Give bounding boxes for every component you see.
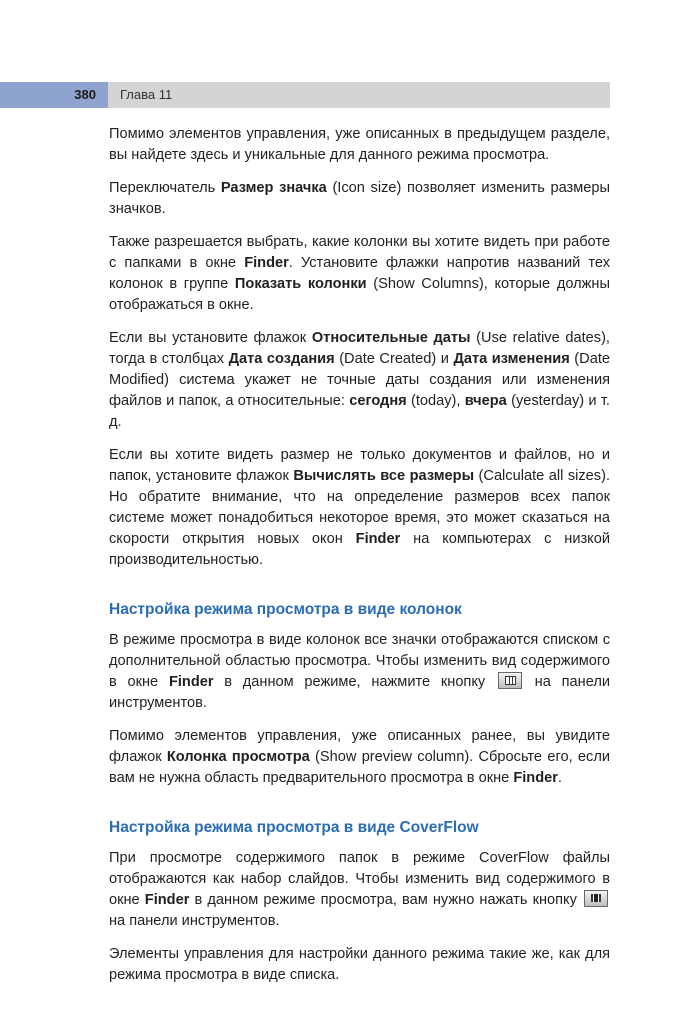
paragraph (109, 630, 610, 714)
bold-term: Finder (355, 531, 401, 547)
paragraph (109, 124, 610, 166)
text-run: (Icon size) позволяет изменить размеры значков. (109, 180, 610, 217)
bold-term: Finder (244, 255, 289, 271)
bold-term: Finder (144, 892, 190, 908)
bold-term: Вычислять все размеры (293, 468, 475, 484)
text-run: (Date Modified) система укажет не точные даты создания или изменения файлов и папок, а относительные: (109, 351, 610, 409)
text-run: Помимо элементов управления, уже описанных ранее, вы увидите флажок (109, 728, 610, 765)
text-run: на панели инструментов. (109, 913, 280, 929)
bold-term: Finder (513, 770, 558, 786)
text-run: (Use relative dates), тогда в столбцах (109, 330, 610, 367)
text-run: Помимо элементов управления, уже описанных в предыдущем разделе, вы найдете здесь и уникальные для данного режима просмотра. (109, 126, 610, 163)
page-number-tab (0, 82, 108, 108)
text-run: . Установите флажки напротив названий тех колонок в группе (109, 255, 611, 292)
bold-term: Finder (168, 674, 214, 690)
text-run: Переключатель (109, 180, 221, 196)
bold-term: Колонка просмотра (166, 749, 310, 765)
body-text (109, 124, 610, 998)
bold-term: Показать колонки (234, 276, 367, 292)
text-run: (Date Created) и (334, 351, 454, 367)
paragraph (109, 232, 610, 316)
section-heading (109, 599, 610, 620)
paragraph (109, 328, 610, 433)
text-run: Также разрешается выбрать, какие колонки вы хотите видеть при работе с папками в окне (109, 234, 610, 271)
chapter-title: Глава 11 (120, 87, 173, 102)
columns-view-button-icon (498, 672, 522, 689)
running-header (108, 82, 610, 108)
paragraph (109, 178, 610, 220)
bold-term: вчера (464, 393, 507, 409)
page-number: 380 (74, 87, 96, 102)
bold-term: Размер значка (220, 180, 327, 196)
text-run: Настройка режима просмотра в виде колонок (109, 601, 462, 618)
bold-term: Относительные даты (311, 330, 471, 346)
text-run: (Calculate all sizes). Но обратите внимание, что на определение размеров всех папок системе может понадобиться некоторое время, это может сказаться на скорости открытия новых окон (109, 468, 610, 547)
text-run: Настройка режима просмотра в виде CoverFlow (109, 819, 479, 836)
text-run: на панели инструментов. (109, 674, 610, 711)
text-run: Если вы хотите видеть размер не только документов и файлов, но и папок, установите флажок (109, 447, 610, 484)
text-run: Если вы установите флажок (109, 330, 312, 346)
text-run: в данном режиме, нажмите кнопку (213, 674, 496, 690)
paragraph (109, 944, 610, 986)
text-run: (Show Columns), которые должны отображаться в окне. (109, 276, 610, 313)
text-run: Элементы управления для настройки данного режима такие же, как для режима просмотра в виде списка. (109, 946, 610, 983)
paragraph (109, 848, 610, 932)
bold-term: Дата изменения (453, 351, 570, 367)
text-run: При просмотре содержимого папок в режиме CoverFlow файлы отображаются как набор слайдов. Чтобы изменить вид содержимого в окне (109, 850, 610, 908)
text-run: (yesterday) и т. д. (109, 393, 610, 430)
section-heading (109, 817, 610, 838)
text-run: В режиме просмотра в виде колонок все значки отображаются списком с дополнительной областью просмотра. Чтобы изменить вид содержимого в окне (109, 632, 610, 690)
paragraph (109, 445, 610, 571)
bold-term: сегодня (349, 393, 407, 409)
text-run: (today), (406, 393, 465, 409)
text-run: на компьютерах с низкой производительностью. (109, 531, 610, 568)
coverflow-view-button-icon (584, 890, 608, 907)
bold-term: Дата создания (228, 351, 335, 367)
text-run: (Show preview column). Сбросьте его, если вам не нужна область предварительного просмотра в окне (109, 749, 610, 786)
text-run: в данном режиме просмотра, вам нужно нажать кнопку (189, 892, 582, 908)
text-run: . (557, 770, 562, 786)
paragraph (109, 726, 610, 789)
